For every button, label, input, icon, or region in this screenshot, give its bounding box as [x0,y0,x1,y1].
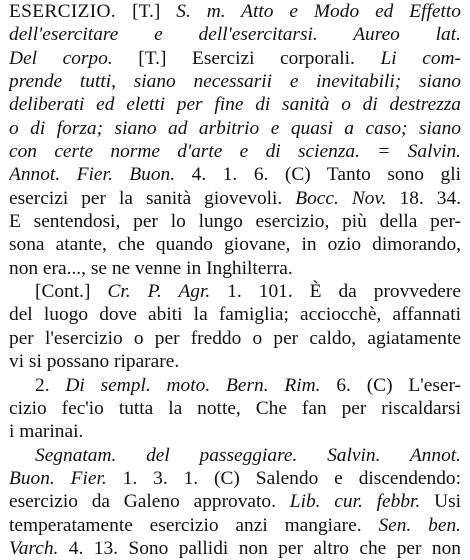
italic-text: Annot. Fier. Buon. [9,164,192,186]
text-line [9,280,461,303]
entry-paragraph [9,0,461,280]
text-line [9,490,461,513]
text-line [9,537,461,560]
text-line [9,420,461,443]
text-segment: 6. (C) L'eser- [336,374,461,396]
italic-text: con certe norme d'arte e di scienza. = Salvin. [9,141,461,163]
italic-text: Sen. ben. [378,514,461,536]
text-line [9,210,461,233]
text-line [9,140,461,163]
text-segment: esercizio da Galeno approvato. [9,491,290,513]
italic-text: S. m. Atto e Modo ed Effetto [176,1,461,22]
segnatam-paragraph [9,444,461,560]
text-segment: temperatamente esercizio anzi mangiare. [9,514,379,536]
italic-text: Cr. P. Agr. [107,281,228,303]
italic-text: Buon. Fier. [9,467,123,489]
text-segment: E sentendosi, per lo lungo esercizio, più della per- [9,211,461,233]
text-segment: vi si possano riparare. [9,351,180,373]
text-line [9,70,461,93]
text-line [9,233,461,256]
sense-2-paragraph [9,374,461,444]
text-segment: 2. [35,374,66,396]
text-segment: 1. 101. È da provvedere [227,281,461,303]
text-segment: 4. 13. Sono pallidi non per altro che per non [68,537,461,559]
text-segment: 4. 1. 6. (C) Tanto sono gli [191,164,461,186]
text-segment: 18. 34. [399,187,461,209]
text-line [9,303,461,326]
text-line [9,444,461,467]
italic-text: Di sempl. moto. Bern. Rim. [65,374,337,396]
text-segment: [Cont.] [35,281,108,303]
text-segment: sona atante, che quando giovane, in ozio dimorando, [9,234,461,256]
text-line [9,514,461,537]
italic-text: Del corpo. [9,47,139,69]
text-line [9,187,461,210]
italic-text: Segnatam. del passeggiare. Salvin. Annot. [35,444,461,466]
italic-text: Bocc. Nov. [295,187,400,209]
text-segment: per l'esercizio o per freddo o per caldo, agiatamente [9,327,461,349]
text-line [9,467,461,490]
text-line [9,327,461,350]
italic-text: Lib. cur. febbr. [289,491,435,513]
text-segment: i marinai. [9,421,84,443]
italic-text: deliberati ed eletti per fine di sanità o di destrezza [9,94,461,116]
text-line [9,117,461,140]
text-segment: cizio fec'io tutta la notte, Che fan per riscaldarsi [9,397,461,419]
italic-text: Varch. [9,537,69,559]
text-line [9,350,461,373]
text-line [9,23,461,46]
text-segment: 1. 3. 1. (C) Salendo e discendendo: [122,467,461,489]
text-segment: [T.] Esercizi corporali. [138,47,381,69]
text-line [9,93,461,116]
text-segment: Usi [434,491,461,513]
text-line [9,397,461,420]
text-segment: [T.] [132,1,177,22]
text-line [9,257,461,280]
text-line [9,0,461,23]
italic-text: dell'esercitare e dell'esercitarsi. Aureo lat. [9,24,461,46]
italic-text: o di forza; siano ad arbitrio e quasi a caso; siano [9,117,461,139]
italic-text: prende tutti, siano necessarii e inevitabili; siano [9,71,461,93]
text-segment: non era..., se ne venne in Inghilterra. [9,257,293,279]
text-segment: esercizi per la sanità giovevoli. [9,187,296,209]
italic-text: Li com- [380,47,461,69]
text-line [9,163,461,186]
text-line [9,47,461,70]
text-segment: del luogo dove abiti la famiglia; acciocchè, affannati [9,304,461,326]
cont-paragraph [9,280,461,373]
headword: ESERCIZIO. [9,1,133,22]
text-line [9,374,461,397]
